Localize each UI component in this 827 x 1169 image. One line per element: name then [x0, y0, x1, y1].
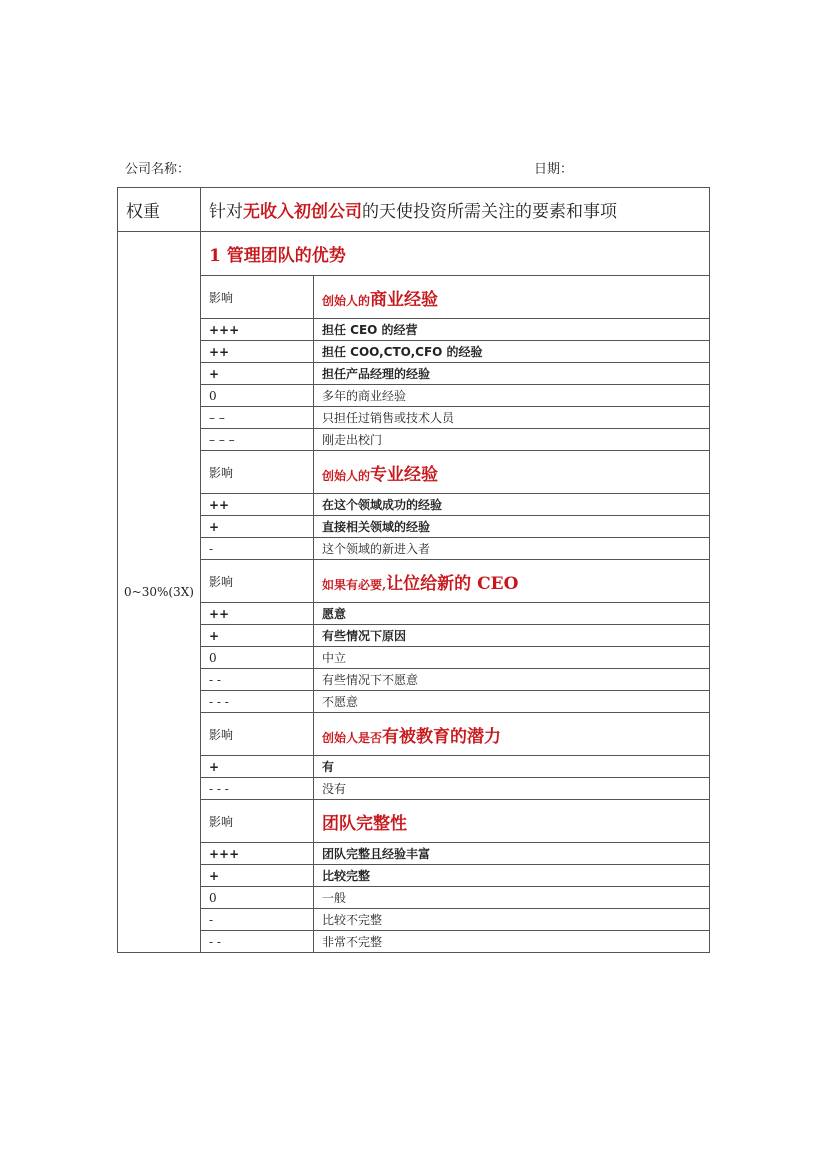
factor-title — [314, 451, 710, 494]
factor-title-prefix: 创始人的 — [322, 293, 371, 308]
table-row — [118, 669, 710, 691]
impact-label: 影响 — [201, 560, 314, 603]
impact-label: 影响 — [201, 451, 314, 494]
impact-mark: – – – — [201, 429, 314, 451]
impact-mark: +++ — [201, 843, 314, 865]
company-name-label: 公司名称： — [125, 162, 191, 177]
factor-title — [314, 800, 710, 843]
impact-mark: + — [201, 756, 314, 778]
table-row — [118, 865, 710, 887]
criterion-text: 比较不完整 — [314, 909, 710, 931]
impact-mark: - - - — [201, 778, 314, 800]
criterion-text: 比较完整 — [314, 865, 710, 887]
title-header — [201, 188, 710, 232]
table-row — [118, 887, 710, 909]
criterion-text: 有些情况下原因 — [314, 625, 710, 647]
criterion-text: 一般 — [314, 887, 710, 909]
factor-header-row — [118, 713, 710, 756]
impact-mark: 0 — [201, 385, 314, 407]
factor-title-prefix: 如果有必要, — [322, 577, 387, 592]
impact-mark: + — [201, 516, 314, 538]
impact-mark: + — [201, 865, 314, 887]
factor-title-prefix: 创始人的 — [322, 468, 371, 483]
table-row — [118, 909, 710, 931]
evaluation-table — [117, 187, 710, 953]
criterion-text: 担任 COO,CTO,CFO 的经验 — [314, 341, 710, 363]
criterion-text: 在这个领域成功的经验 — [314, 494, 710, 516]
title-highlight: 无收入初创公司 — [243, 202, 362, 222]
table-row — [118, 494, 710, 516]
table-row — [118, 429, 710, 451]
factor-title — [314, 713, 710, 756]
criterion-text: 中立 — [314, 647, 710, 669]
impact-mark: - - - — [201, 691, 314, 713]
factor-title-main: 让位给新的 CEO — [386, 573, 519, 594]
criterion-text: 不愿意 — [314, 691, 710, 713]
impact-mark: - — [201, 538, 314, 560]
impact-mark: - - — [201, 669, 314, 691]
impact-mark: 0 — [201, 887, 314, 909]
table-row — [118, 363, 710, 385]
impact-mark: ++ — [201, 603, 314, 625]
table-row — [118, 843, 710, 865]
title-prefix: 针对 — [209, 202, 243, 222]
weight-value: 0~30%(3X) — [118, 232, 201, 953]
impact-label: 影响 — [201, 713, 314, 756]
criterion-text: 有些情况下不愿意 — [314, 669, 710, 691]
criterion-text: 团队完整且经验丰富 — [314, 843, 710, 865]
criterion-text: 没有 — [314, 778, 710, 800]
table-row — [118, 931, 710, 953]
table-header-row — [118, 188, 710, 232]
factor-title — [314, 560, 710, 603]
impact-mark: ++ — [201, 494, 314, 516]
table-row — [118, 407, 710, 429]
section-title-row — [118, 232, 710, 276]
impact-mark: + — [201, 363, 314, 385]
factor-title — [314, 276, 710, 319]
table-row — [118, 647, 710, 669]
impact-mark: + — [201, 625, 314, 647]
impact-mark: - — [201, 909, 314, 931]
factor-header-row — [118, 276, 710, 319]
criterion-text: 多年的商业经验 — [314, 385, 710, 407]
table-row — [118, 385, 710, 407]
criterion-text: 担任产品经理的经验 — [314, 363, 710, 385]
factor-title-prefix: 创始人是否 — [322, 730, 383, 745]
criterion-text: 非常不完整 — [314, 931, 710, 953]
impact-mark: 0 — [201, 647, 314, 669]
criterion-text: 直接相关领域的经验 — [314, 516, 710, 538]
criterion-text: 刚走出校门 — [314, 429, 710, 451]
impact-mark: – – — [201, 407, 314, 429]
table-row — [118, 756, 710, 778]
factor-title-main: 商业经验 — [370, 289, 439, 310]
factor-header-row — [118, 800, 710, 843]
criterion-text: 愿意 — [314, 603, 710, 625]
date-label: 日期： — [534, 162, 574, 177]
factor-title-main: 专业经验 — [370, 464, 439, 485]
factor-title-main: 有被教育的潜力 — [382, 726, 502, 747]
factor-title-main: 团队完整性 — [322, 813, 407, 834]
factor-header-row — [118, 560, 710, 603]
table-row — [118, 625, 710, 647]
impact-mark: ++ — [201, 341, 314, 363]
weight-header: 权重 — [118, 188, 201, 232]
table-row — [118, 603, 710, 625]
criterion-text: 这个领域的新进入者 — [314, 538, 710, 560]
impact-label: 影响 — [201, 276, 314, 319]
impact-mark: - - — [201, 931, 314, 953]
table-row — [118, 319, 710, 341]
title-suffix: 的天使投资所需关注的要素和事项 — [362, 202, 617, 222]
table-row — [118, 778, 710, 800]
criterion-text: 担任 CEO 的经营 — [314, 319, 710, 341]
impact-label: 影响 — [201, 800, 314, 843]
criterion-text: 有 — [314, 756, 710, 778]
section-title: 1 管理团队的优势 — [201, 232, 710, 276]
factor-header-row — [118, 451, 710, 494]
table-row — [118, 691, 710, 713]
table-row — [118, 538, 710, 560]
table-row — [118, 341, 710, 363]
impact-mark: +++ — [201, 319, 314, 341]
criterion-text: 只担任过销售或技术人员 — [314, 407, 710, 429]
table-row — [118, 516, 710, 538]
